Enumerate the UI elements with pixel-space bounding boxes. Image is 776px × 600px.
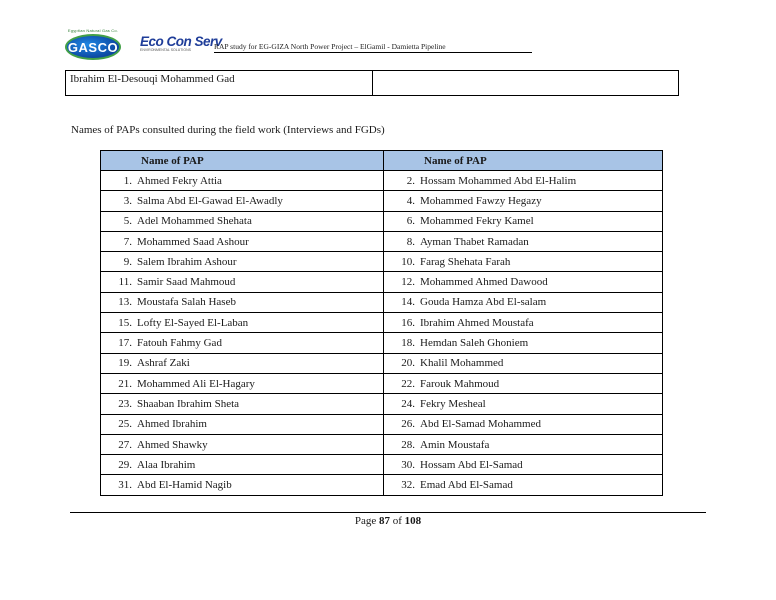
- pap-number: 14.: [401, 296, 415, 309]
- pap-number: 30.: [401, 458, 415, 471]
- header-rule: [214, 52, 532, 53]
- footer-page-current: 87: [378, 515, 390, 527]
- pap-name: Khalil Mohammed: [420, 357, 504, 370]
- pap-cell: [384, 211, 663, 231]
- pap-number: 13.: [118, 296, 132, 309]
- pap-number: 4.: [406, 194, 415, 207]
- pap-number: 10.: [401, 255, 415, 268]
- pap-cell: [384, 333, 663, 353]
- pap-cell: [101, 434, 384, 454]
- pap-cell: [101, 313, 384, 333]
- pap-table-header-right: Name of PAP: [384, 151, 663, 171]
- pap-cell: [101, 252, 384, 272]
- pap-number: 20.: [401, 357, 415, 370]
- pap-cell: [101, 414, 384, 434]
- pap-number: 23.: [118, 397, 132, 410]
- pap-cell: [101, 373, 384, 393]
- pap-name: Abd El-Samad Mohammed: [420, 418, 541, 431]
- table-row: [101, 475, 663, 495]
- continued-table: [65, 70, 679, 96]
- table-row: [101, 252, 663, 272]
- table-caption: Names of PAPs consulted during the field work (Interviews and FGDs): [71, 124, 385, 136]
- table-row: [101, 353, 663, 373]
- pap-name: Mohammed Ahmed Dawood: [420, 276, 548, 289]
- pap-number: 24.: [401, 397, 415, 410]
- pap-cell: [384, 272, 663, 292]
- gasco-logo-tagline: Egyptian Natural Gas Co.: [67, 28, 119, 33]
- pap-name: Ibrahim Ahmed Moustafa: [420, 316, 534, 329]
- pap-number: 1.: [123, 174, 132, 187]
- continued-table-cell-left: Ibrahim El-Desouqi Mohammed Gad: [66, 71, 373, 95]
- pap-cell: [384, 394, 663, 414]
- pap-name: Salem Ibrahim Ashour: [137, 255, 237, 268]
- page-header: [64, 26, 534, 66]
- pap-cell: [384, 475, 663, 495]
- pap-cell: [384, 191, 663, 211]
- ecoconserv-logo-text: Eco Con Serv: [140, 34, 222, 49]
- pap-cell: [101, 191, 384, 211]
- ecoconserv-logo: [140, 34, 222, 60]
- pap-cell: [384, 231, 663, 251]
- table-row: [101, 272, 663, 292]
- pap-cell: [384, 171, 663, 191]
- pap-name: Farag Shehata Farah: [420, 255, 511, 268]
- table-row: [101, 211, 663, 231]
- pap-cell: [384, 455, 663, 475]
- pap-number: 5.: [123, 215, 132, 228]
- pap-name: Lofty El-Sayed El-Laban: [137, 316, 249, 329]
- pap-number: 16.: [401, 316, 415, 329]
- table-row: [101, 394, 663, 414]
- pap-name: Ahmed Shawky: [137, 438, 208, 451]
- pap-name: Emad Abd El-Samad: [420, 479, 513, 492]
- pap-name: Abd El-Hamid Nagib: [137, 479, 232, 492]
- table-row: [101, 434, 663, 454]
- pap-cell: [101, 353, 384, 373]
- ecoconserv-logo-subtitle: ENVIRONMENTAL SOLUTIONS: [140, 48, 191, 52]
- gasco-logo: [64, 28, 122, 62]
- pap-number: 6.: [406, 215, 415, 228]
- pap-name: Farouk Mahmoud: [420, 377, 500, 390]
- table-row: [101, 231, 663, 251]
- pap-cell: [101, 292, 384, 312]
- pap-name: Mohammed Fawzy Hegazy: [420, 194, 542, 207]
- pap-name: Ahmed Ibrahim: [137, 418, 207, 431]
- table-row: [101, 313, 663, 333]
- pap-name: Salma Abd El-Gawad El-Awadly: [137, 194, 283, 207]
- pap-table-body: [101, 171, 663, 496]
- pap-cell: [101, 272, 384, 292]
- pap-name: Ayman Thabet Ramadan: [420, 235, 529, 248]
- pap-cell: [384, 434, 663, 454]
- pap-table: [100, 150, 663, 496]
- pap-name: Fekry Mesheal: [420, 397, 486, 410]
- pap-number: 26.: [401, 418, 415, 431]
- pap-cell: [101, 475, 384, 495]
- pap-number: 12.: [401, 276, 415, 289]
- pap-number: 27.: [118, 438, 132, 451]
- pap-cell: [101, 455, 384, 475]
- pap-number: 18.: [401, 337, 415, 350]
- pap-table-header-left: Name of PAP: [101, 151, 384, 171]
- header-title: RAP study for EG-GIZA North Power Project – ElGamil - Damietta Pipeline: [214, 42, 446, 51]
- pap-number: 8.: [406, 235, 415, 248]
- pap-cell: [384, 414, 663, 434]
- pap-name: Ashraf Zaki: [137, 357, 190, 370]
- pap-name: Hemdan Saleh Ghoniem: [420, 337, 529, 350]
- pap-number: 15.: [118, 316, 132, 329]
- table-row: [101, 292, 663, 312]
- pap-cell: [384, 252, 663, 272]
- table-row: [101, 414, 663, 434]
- table-row: [101, 373, 663, 393]
- pap-name: Moustafa Salah Haseb: [137, 296, 236, 309]
- pap-name: Amin Moustafa: [420, 438, 490, 451]
- pap-cell: [101, 211, 384, 231]
- pap-number: 32.: [401, 479, 415, 492]
- page-footer: [0, 515, 776, 527]
- pap-name: Mohammed Ali El-Hagary: [137, 377, 255, 390]
- footer-page-word: Page: [354, 515, 377, 527]
- pap-name: Adel Mohammed Shehata: [137, 215, 252, 228]
- pap-number: 19.: [118, 357, 132, 370]
- pap-number: 22.: [401, 377, 415, 390]
- pap-name: Samir Saad Mahmoud: [137, 276, 236, 289]
- footer-of-word: of: [392, 515, 402, 527]
- pap-name: Fatouh Fahmy Gad: [137, 337, 222, 350]
- table-row: [101, 191, 663, 211]
- pap-cell: [101, 333, 384, 353]
- gasco-logo-emblem: [65, 34, 121, 60]
- pap-name: Alaa Ibrahim: [137, 458, 196, 471]
- pap-name: Hossam Abd El-Samad: [420, 458, 523, 471]
- pap-number: 17.: [118, 337, 132, 350]
- pap-name: Gouda Hamza Abd El-salam: [420, 296, 547, 309]
- pap-cell: [101, 171, 384, 191]
- pap-number: 31.: [118, 479, 132, 492]
- pap-cell: [384, 292, 663, 312]
- pap-number: 11.: [118, 276, 132, 289]
- table-row: [101, 455, 663, 475]
- pap-number: 25.: [118, 418, 132, 431]
- pap-cell: [384, 373, 663, 393]
- pap-number: 28.: [401, 438, 415, 451]
- pap-table-header-row: [101, 151, 663, 171]
- footer-page-total: 108: [404, 515, 422, 527]
- table-row: [101, 333, 663, 353]
- continued-table-cell-right: [373, 71, 678, 95]
- pap-cell: [101, 231, 384, 251]
- pap-number: 7.: [123, 235, 132, 248]
- pap-cell: [384, 353, 663, 373]
- pap-number: 9.: [123, 255, 132, 268]
- gasco-logo-text: GASCO: [67, 39, 119, 55]
- pap-name: Hossam Mohammed Abd El-Halim: [420, 174, 577, 187]
- pap-cell: [384, 313, 663, 333]
- pap-number: 2.: [406, 174, 415, 187]
- footer-rule: [70, 512, 706, 513]
- table-row: [101, 171, 663, 191]
- pap-name: Shaaban Ibrahim Sheta: [137, 397, 240, 410]
- pap-cell: [101, 394, 384, 414]
- pap-number: 3.: [123, 194, 132, 207]
- pap-number: 29.: [118, 458, 132, 471]
- pap-name: Mohammed Saad Ashour: [137, 235, 249, 248]
- pap-name: Ahmed Fekry Attia: [137, 174, 222, 187]
- pap-number: 21.: [118, 377, 132, 390]
- pap-name: Mohammed Fekry Kamel: [420, 215, 534, 228]
